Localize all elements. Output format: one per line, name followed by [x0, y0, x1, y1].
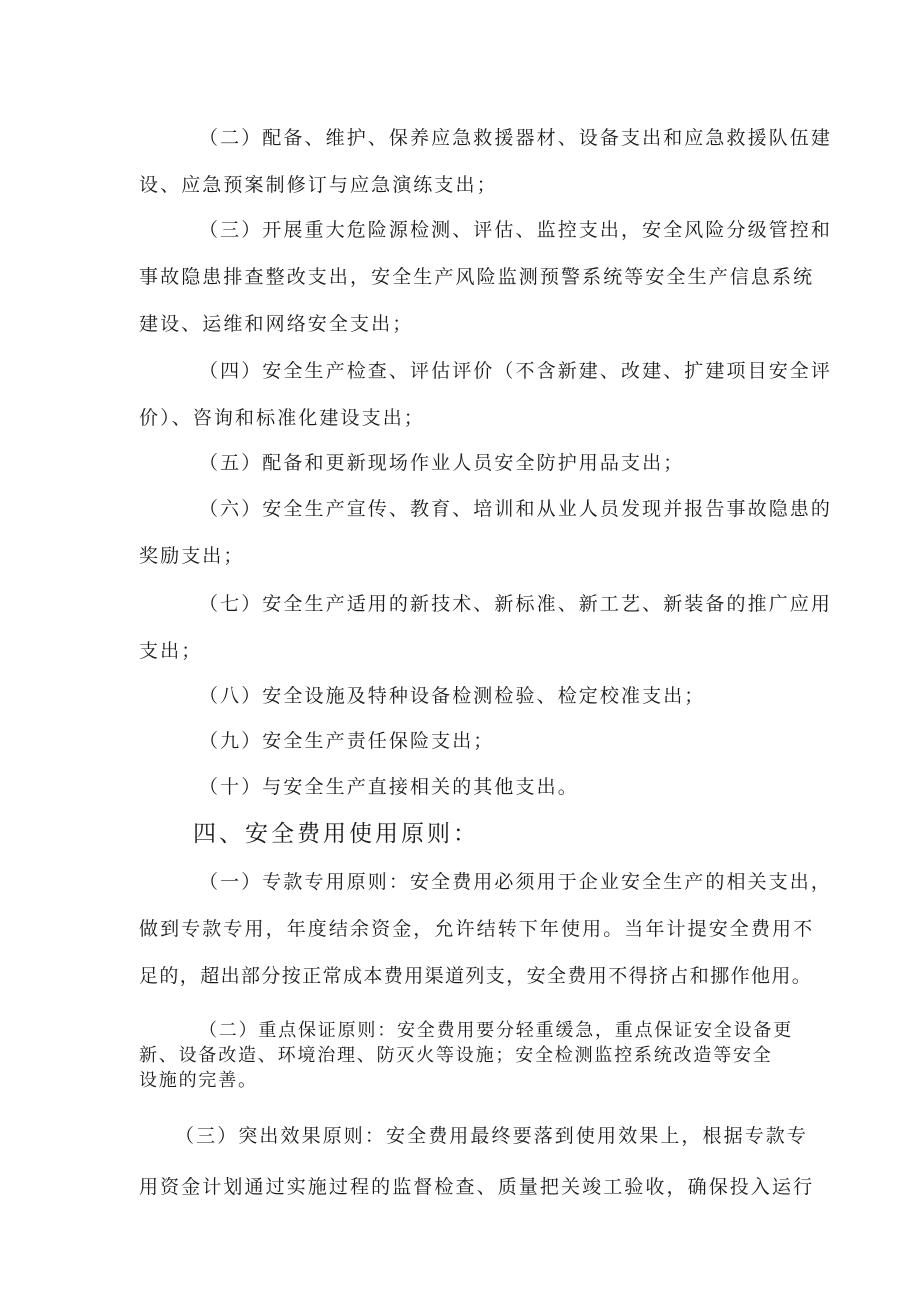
item-4-line-2: 价）、咨询和标准化建设支出； [139, 407, 425, 429]
item-2 [139, 115, 833, 209]
principle-2-line-3: 设施的完善。 [139, 1070, 258, 1091]
item-4-line-1: （四）安全生产检查、评估评价（不含新建、改建、扩建项目安全评 [199, 360, 833, 382]
item-6-line-1: （六）安全生产宣传、教育、培训和从业人员发现并报告事故隐患的 [199, 498, 833, 520]
item-7-line-2: 支出； [139, 640, 203, 662]
principle-3-line-2: 用资金计划通过实施过程的监督检查、质量把关竣工验收，确保投入运行 [139, 1176, 815, 1198]
item-7 [139, 581, 833, 675]
item-10 [139, 764, 789, 811]
item-10-line-1: （十）与安全生产直接相关的其他支出。 [199, 776, 579, 798]
item-9 [139, 718, 789, 765]
item-5 [139, 440, 789, 487]
item-2-line-2: 设、应急预案制修订与应急演练支出； [139, 174, 498, 196]
principle-2-line-1: （二）重点保证原则：安全费用要分轻重缓急，重点保证安全设备更 [199, 1020, 793, 1041]
item-5-line-1: （五）配备和更新现场作业人员安全防护用品支出； [199, 452, 685, 474]
principle-1-line-1: （一）专款专用原则：安全费用必须用于企业安全生产的相关支出， [199, 871, 833, 893]
item-8 [139, 673, 789, 720]
item-3-line-3: 建设、运维和网络安全支出； [139, 313, 414, 335]
item-3-line-1: （三）开展重大危险源检测、评估、监控支出，安全风险分级管控和 [199, 219, 833, 241]
item-6 [139, 486, 833, 580]
principle-1 [139, 859, 833, 1000]
item-7-line-1: （七）安全生产适用的新技术、新标准、新工艺、新装备的推广应用 [199, 593, 833, 615]
principle-3 [139, 1113, 815, 1215]
principle-2-line-2: 新、设备改造、环境治理、防灭火等设施；安全检测监控系统改造等安全 [139, 1045, 773, 1066]
item-3-line-2: 事故隐患排查整改支出，安全生产风险监测预警系统等安全生产信息系统 [139, 266, 815, 288]
item-8-line-1: （八）安全设施及特种设备检测检验、检定校准支出； [199, 685, 706, 707]
section-heading: 四、安全费用使用原则： [193, 821, 479, 847]
item-2-line-1: （二）配备、维护、保养应急救援器材、设备支出和应急救援队伍建 [199, 127, 833, 149]
principle-3-line-1: （三）突出效果原则：安全费用最终要落到使用效果上，根据专款专 [175, 1125, 809, 1147]
item-9-line-1: （九）安全生产责任保险支出； [199, 730, 495, 752]
principle-2 [139, 1018, 793, 1093]
principle-1-line-2: 做到专款专用，年度结余资金，允许结转下年使用。当年计提安全费用不 [139, 918, 815, 940]
principle-1-line-3: 足的，超出部分按正常成本费用渠道列支，安全费用不得挤占和挪作他用。 [139, 965, 813, 987]
item-4 [139, 348, 833, 442]
item-6-line-2: 奖励支出； [139, 545, 245, 567]
item-3 [139, 207, 833, 348]
